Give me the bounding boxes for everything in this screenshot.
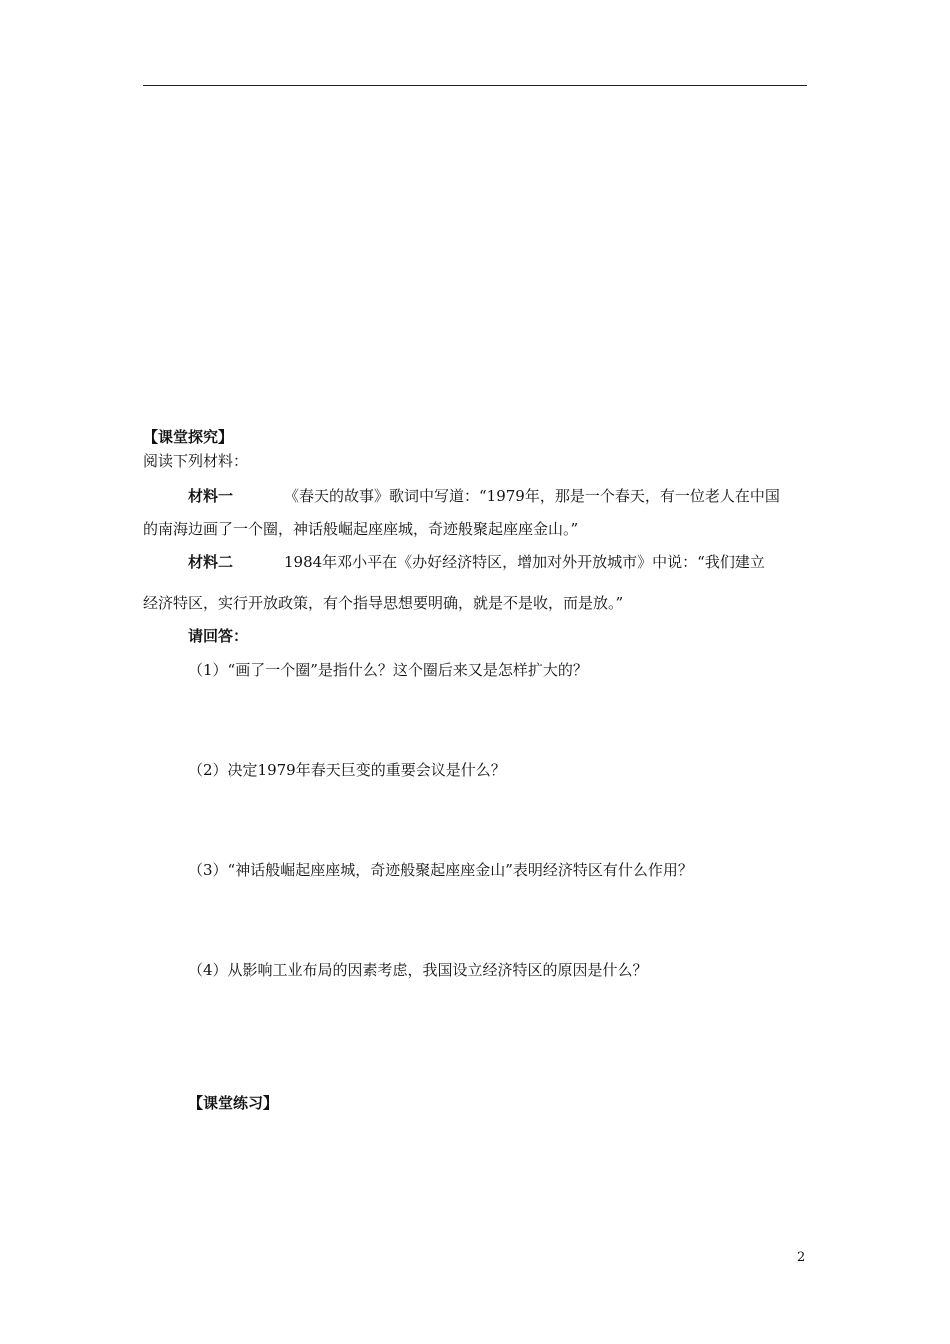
material-1-text: 《春天的故事》歌词中写道：“1979年，那是一个春天，有一位老人在中国 [284, 487, 780, 505]
intro-text: 阅读下列材料： [143, 452, 249, 470]
header-rule [143, 85, 807, 86]
section-heading-explore: 【课堂探究】 [143, 428, 234, 446]
material-2-label: 材料二 [188, 553, 234, 571]
material-2-line-1 [188, 552, 765, 572]
material-2-text: 1984年邓小平在《办好经济特区，增加对外开放城市》中说：“我们建立 [284, 553, 765, 571]
material-2-line-2: 经济特区，实行开放政策，有个指导思想要明确，就是不是收，而是放。” [143, 594, 624, 612]
question-4: （4）从影响工业布局的因素考虑，我国设立经济特区的原因是什么？ [188, 961, 648, 979]
material-1-line-1 [188, 486, 780, 506]
answer-prompt: 请回答： [188, 627, 249, 645]
question-1: （1）“画了一个圈”是指什么？这个圈后来又是怎样扩大的？ [188, 661, 588, 679]
material-1-label: 材料一 [188, 487, 234, 505]
page-number: 2 [797, 1250, 806, 1265]
question-2: （2）决定1979年春天巨变的重要会议是什么？ [188, 761, 506, 779]
material-1-line-2: 的南海边画了一个圈，神话般崛起座座城，奇迹般聚起座座金山。” [143, 520, 579, 538]
question-3: （3）“神话般崛起座座城，奇迹般聚起座座金山”表明经济特区有什么作用？ [188, 861, 693, 879]
section-heading-practice: 【课堂练习】 [188, 1094, 279, 1112]
